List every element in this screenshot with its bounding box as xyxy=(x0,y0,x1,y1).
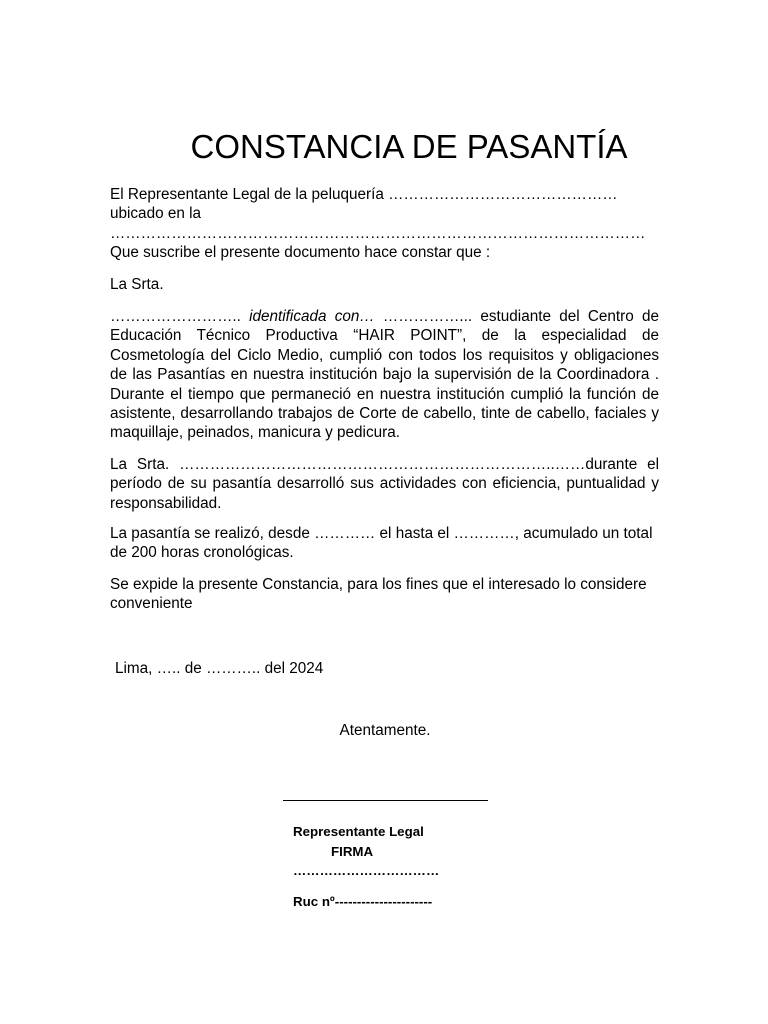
name-blank: …………………….. xyxy=(110,308,250,325)
issuance-paragraph: Se expide la presente Constancia, para los fines que el interesado lo considere conveniente xyxy=(110,576,647,613)
intro-paragraph xyxy=(110,185,659,263)
signature-line xyxy=(283,800,488,801)
ruc-line: Ruc nº---------------------- xyxy=(293,894,433,909)
signature-block xyxy=(293,822,439,881)
intro-line-address-blank: …………………………………………………………………………………………… xyxy=(110,224,646,242)
identified-text: identificada con… xyxy=(249,308,383,325)
signature-role: Representante Legal xyxy=(293,824,424,839)
period-paragraph: La pasantía se realizó, desde ………… el hasta el …………, acumulado un total de 200 horas cronológicas. xyxy=(110,525,653,562)
document-title: CONSTANCIA DE PASANTÍA xyxy=(190,128,628,165)
srta-label: La Srta. xyxy=(110,276,164,293)
intro-line-statement: Que suscribe el presente documento hace constar que : xyxy=(110,244,491,262)
description-text: ……………... estudiante del Centro de Educación Técnico Productiva “HAIR POINT”, de la especialidad de Cosmetología del Ciclo Medio, cumplió con todos los requisitos y obligaciones de las Pasantías en nuestra institución bajo la supervisión de la Coordinadora . Durante el tiempo que permaneció en nuestra institución cumplió la función de asistente, desarrollando trabajos de Corte de cabello, tinte de cabello, faciales y maquillaje, peinados, manicura y pedicura. xyxy=(110,308,659,442)
signature-firma-label: FIRMA xyxy=(331,843,374,859)
intro-line-location: ubicado en la xyxy=(110,205,202,223)
performance-paragraph: La Srta. ………………………………………………………………..……durante el período de su pasantía desarrolló sus actividades con eficiencia, puntualidad y responsabilidad. xyxy=(110,456,659,512)
closing-text: Atentamente. xyxy=(339,722,431,739)
signature-dots: …………………………… xyxy=(293,863,440,878)
intro-line-representative: El Representante Legal de la peluquería ……………………………………… xyxy=(110,186,618,203)
internship-description-paragraph xyxy=(110,307,659,443)
date-line: Lima, ….. de ……….. del 2024 xyxy=(115,660,324,677)
